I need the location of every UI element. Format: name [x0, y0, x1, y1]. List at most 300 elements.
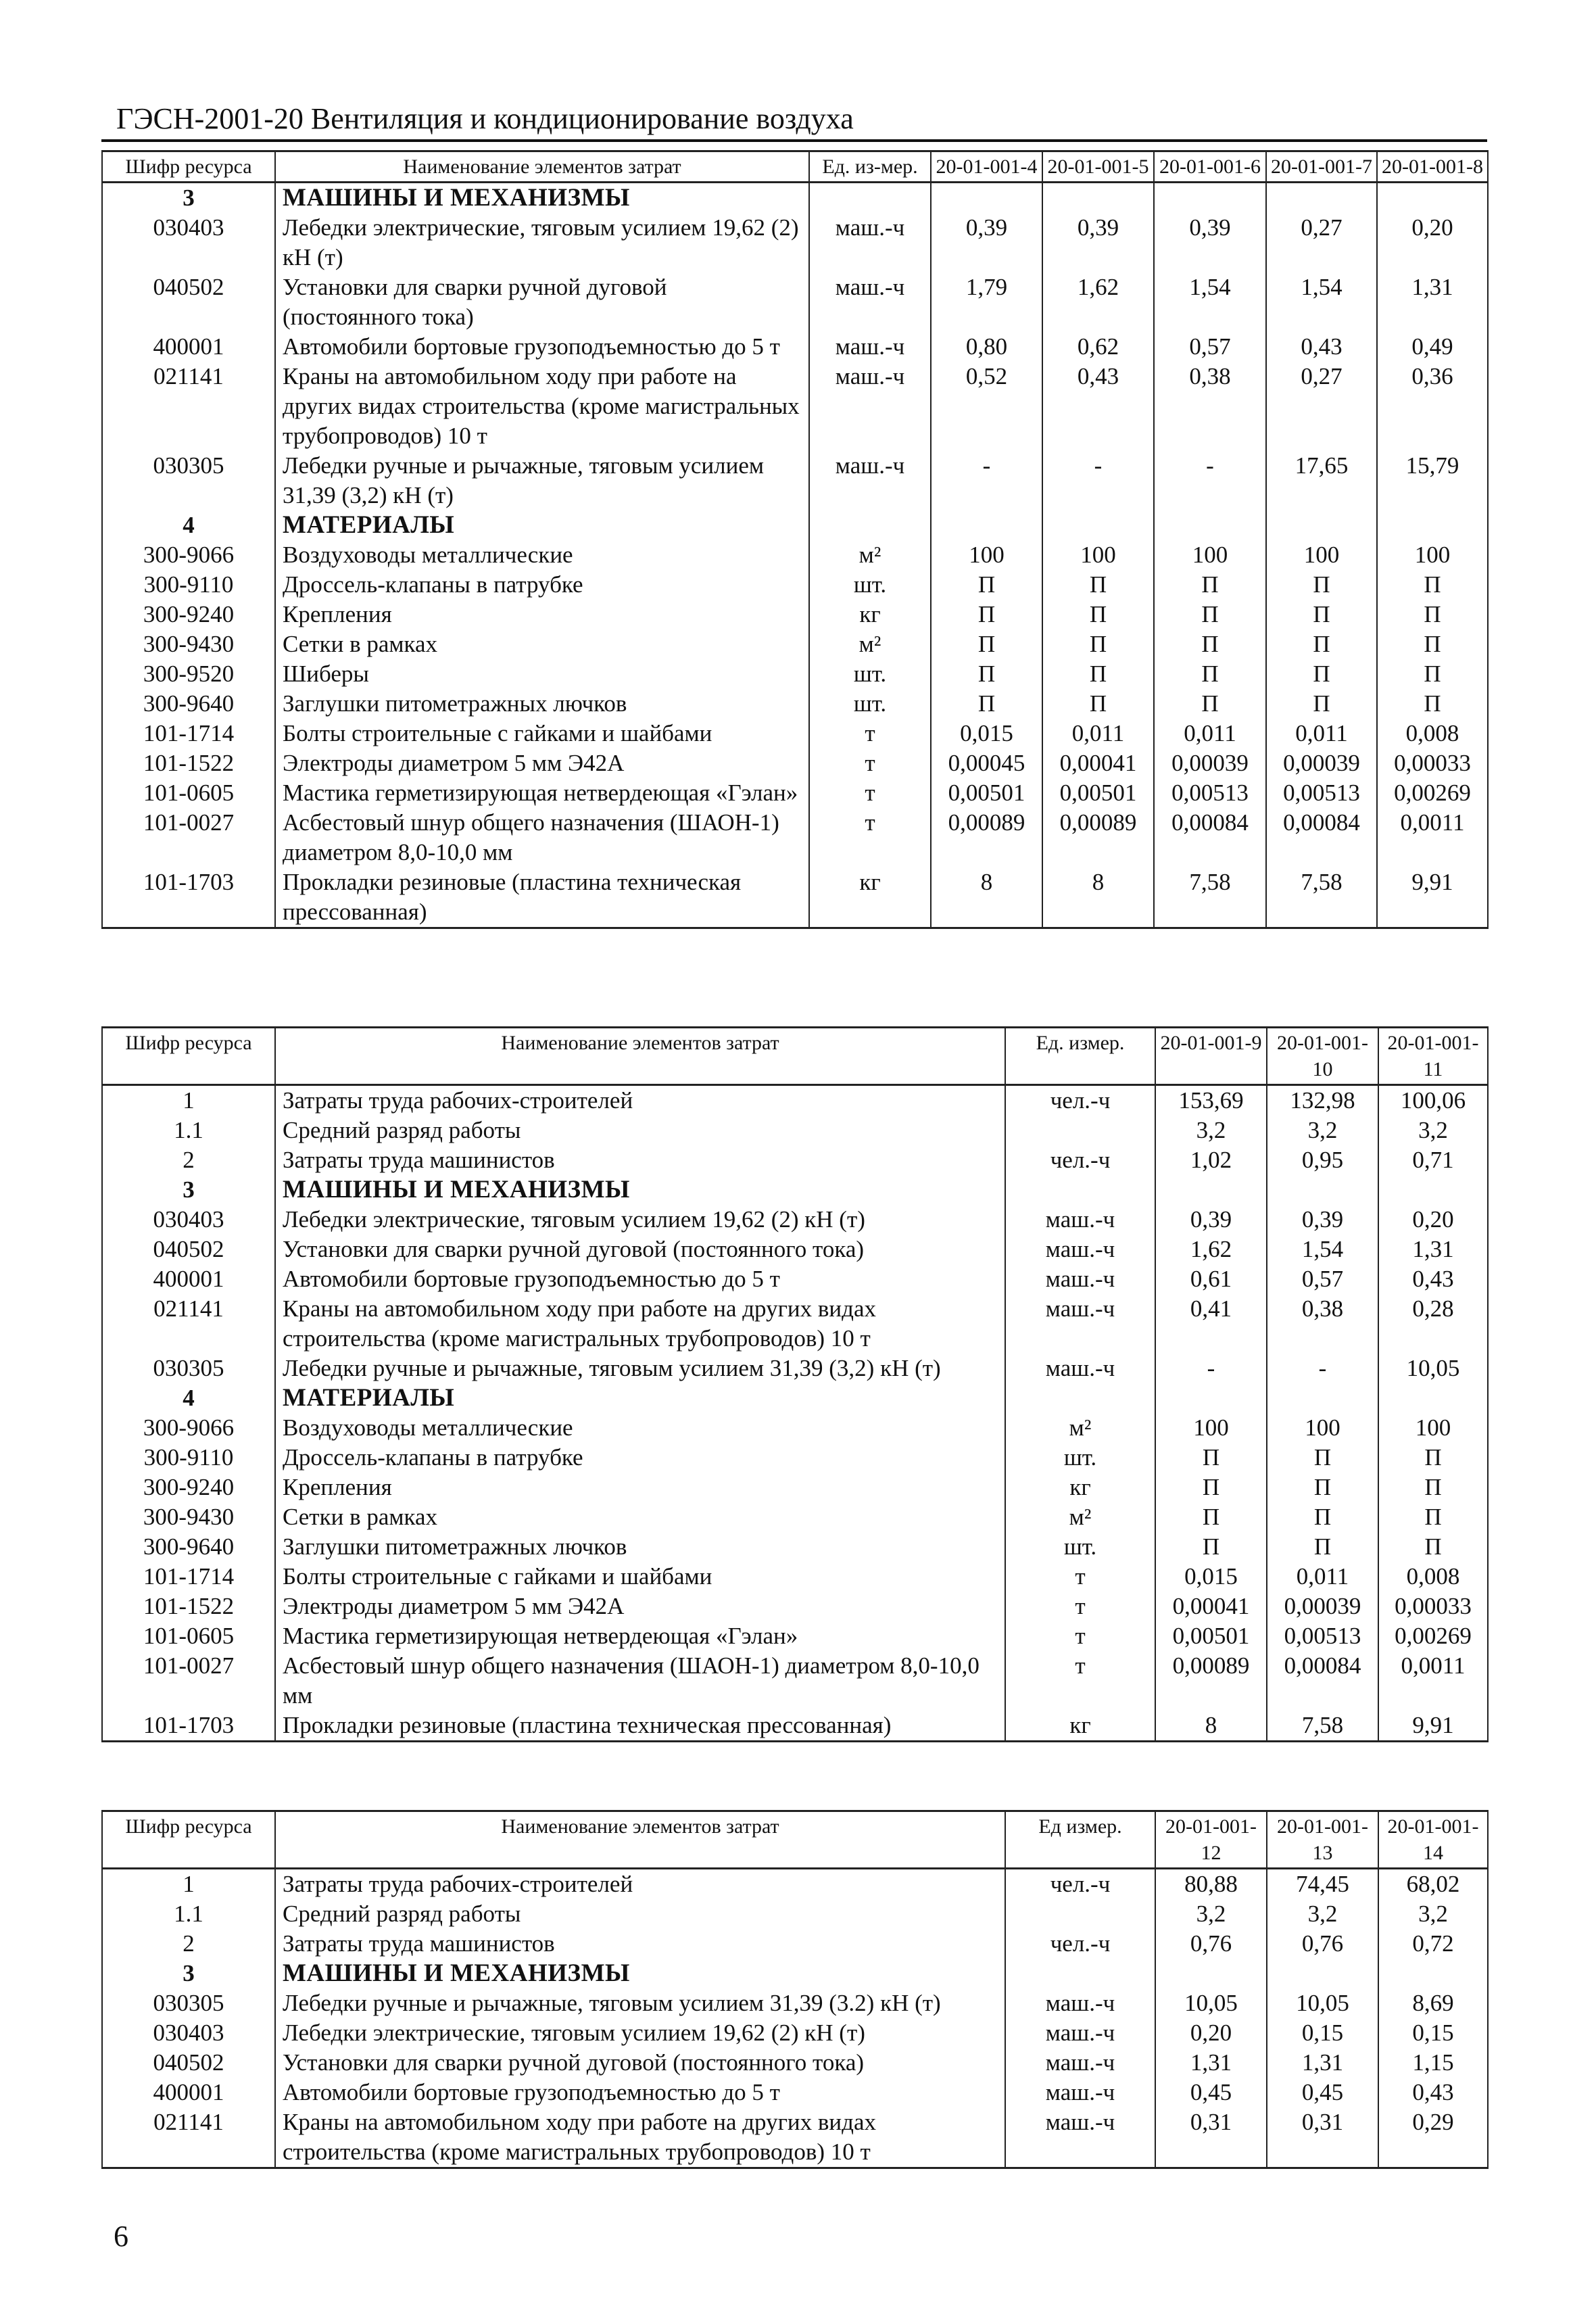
value-cell: 1,62	[1155, 1235, 1267, 1264]
value-cell: 0,57	[1154, 332, 1266, 362]
table-row	[102, 689, 1488, 719]
value-cell: П	[1267, 1443, 1378, 1473]
value-cell: 0,011	[1266, 719, 1377, 748]
value-cell: П	[1267, 1473, 1378, 1502]
value-cell: 1,31	[1267, 2048, 1378, 2078]
resource-code: 040502	[102, 272, 275, 332]
unit-cell	[1005, 1959, 1155, 1988]
cost-element-name: Лебедки электрические, тяговым усилием 19,62 (2) кН (т)	[275, 213, 809, 272]
resource-code: 101-1703	[102, 867, 275, 928]
value-cell: П	[1267, 1532, 1378, 1562]
unit-cell: т	[1005, 1592, 1155, 1621]
table-row	[102, 1205, 1488, 1235]
unit-cell: кг	[1005, 1711, 1155, 1742]
value-cell: 0,45	[1155, 2078, 1267, 2107]
value-cell: П	[1377, 629, 1488, 659]
cost-element-name: Лебедки ручные и рычажные, тяговым усилием 31,39 (3,2) кН (т)	[275, 1354, 1005, 1383]
value-cell: 0,00089	[1155, 1651, 1267, 1711]
value-cell: 0,39	[1155, 1205, 1267, 1235]
table-row	[102, 2048, 1488, 2078]
value-cell	[1377, 183, 1488, 214]
unit-cell: маш.-ч	[1005, 1264, 1155, 1294]
resource-code: 021141	[102, 362, 275, 451]
value-cell: 0,41	[1155, 1294, 1267, 1354]
value-cell: П	[1266, 570, 1377, 600]
resource-code: 101-0605	[102, 1621, 275, 1651]
resource-code: 300-9240	[102, 1473, 275, 1502]
page-title: ГЭСН-2001-20 Вентиляция и кондиционирование воздуха	[116, 102, 854, 135]
header-norm-code: 20-01-001-10	[1267, 1028, 1378, 1085]
table-row	[102, 451, 1488, 510]
table-row	[102, 1621, 1488, 1651]
value-cell: 0,00033	[1378, 1592, 1488, 1621]
cost-element-name: Средний разряд работы	[275, 1116, 1005, 1145]
value-cell: 0,76	[1267, 1929, 1378, 1959]
cost-element-name: Электроды диаметром 5 мм Э42А	[275, 1592, 1005, 1621]
value-cell	[1378, 1959, 1488, 1988]
resource-code: 101-1522	[102, 748, 275, 778]
resource-code: 2	[102, 1145, 275, 1175]
unit-cell: т	[1005, 1562, 1155, 1592]
value-cell: 100	[1154, 540, 1266, 570]
value-cell: П	[1155, 1532, 1267, 1562]
unit-cell: маш.-ч	[809, 272, 931, 332]
resource-code: 021141	[102, 1294, 275, 1354]
value-cell: 0,00513	[1267, 1621, 1378, 1651]
value-cell: 1,31	[1155, 2048, 1267, 2078]
value-cell: 3,2	[1378, 1116, 1488, 1145]
value-cell: 10,05	[1267, 1988, 1378, 2018]
section-row	[102, 1959, 1488, 1988]
value-cell: 0,76	[1155, 1929, 1267, 1959]
value-cell: 0,49	[1377, 332, 1488, 362]
resource-table-1	[101, 150, 1489, 929]
value-cell: 0,00501	[1042, 778, 1154, 808]
unit-cell: маш.-ч	[1005, 2018, 1155, 2048]
value-cell: 100	[1155, 1413, 1267, 1443]
cost-element-name: Краны на автомобильном ходу при работе на других видах строительства (кроме магистральных трубопроводов) 10 т	[275, 1294, 1005, 1354]
cost-element-name: Прокладки резиновые (пластина техническая прессованная)	[275, 1711, 1005, 1742]
cost-element-name: Лебедки ручные и рычажные, тяговым усилием 31,39 (3,2) кН (т)	[275, 451, 809, 510]
value-cell: 1,54	[1266, 272, 1377, 332]
table-row	[102, 1354, 1488, 1383]
cost-element-name: МАШИНЫ И МЕХАНИЗМЫ	[275, 1175, 1005, 1205]
value-cell: 0,43	[1042, 362, 1154, 451]
value-cell	[1154, 510, 1266, 540]
unit-cell: шт.	[809, 659, 931, 689]
value-cell: -	[1154, 451, 1266, 510]
value-cell: 0,00084	[1154, 808, 1266, 867]
value-cell: П	[1378, 1532, 1488, 1562]
resource-code: 3	[102, 1959, 275, 1988]
value-cell: 9,91	[1377, 867, 1488, 928]
value-cell: 153,69	[1155, 1085, 1267, 1116]
cost-element-name: Мастика герметизирующая нетвердеющая «Гэлан»	[275, 778, 809, 808]
value-cell: П	[1042, 689, 1154, 719]
header-norm-code: 20-01-001-7	[1266, 151, 1377, 183]
unit-cell: т	[809, 808, 931, 867]
cost-element-name: Болты строительные с гайками и шайбами	[275, 719, 809, 748]
resource-code: 300-9066	[102, 1413, 275, 1443]
table-row	[102, 1502, 1488, 1532]
cost-element-name: МАТЕРИАЛЫ	[275, 510, 809, 540]
unit-cell	[1005, 1116, 1155, 1145]
value-cell: -	[1042, 451, 1154, 510]
table-header-row	[102, 151, 1488, 183]
cost-element-name: Сетки в рамках	[275, 629, 809, 659]
header-norm-code: 20-01-001-9	[1155, 1028, 1267, 1085]
unit-cell: маш.-ч	[1005, 2078, 1155, 2107]
value-cell: П	[931, 570, 1042, 600]
table-row	[102, 213, 1488, 272]
value-cell	[1042, 183, 1154, 214]
value-cell: 0,27	[1266, 362, 1377, 451]
value-cell: П	[1266, 629, 1377, 659]
resource-code: 300-9640	[102, 1532, 275, 1562]
resource-code: 101-0027	[102, 808, 275, 867]
resource-code: 1.1	[102, 1116, 275, 1145]
section-row	[102, 1383, 1488, 1413]
value-cell: 7,58	[1266, 867, 1377, 928]
resource-code: 101-1522	[102, 1592, 275, 1621]
cost-element-name: Мастика герметизирующая нетвердеющая «Гэлан»	[275, 1621, 1005, 1651]
value-cell: 0,72	[1378, 1929, 1488, 1959]
resource-code: 040502	[102, 2048, 275, 2078]
resource-code: 300-9430	[102, 629, 275, 659]
value-cell: П	[1266, 689, 1377, 719]
cost-element-name: Автомобили бортовые грузоподъемностью до 5 т	[275, 332, 809, 362]
value-cell: 0,00039	[1267, 1592, 1378, 1621]
unit-cell: шт.	[809, 570, 931, 600]
value-cell: 0,00501	[931, 778, 1042, 808]
value-cell: 8,69	[1378, 1988, 1488, 2018]
value-cell: П	[1377, 659, 1488, 689]
resource-code: 400001	[102, 1264, 275, 1294]
value-cell: 0,00041	[1155, 1592, 1267, 1621]
table-row	[102, 1899, 1488, 1929]
value-cell: 17,65	[1266, 451, 1377, 510]
table-row	[102, 1562, 1488, 1592]
resource-code: 030403	[102, 213, 275, 272]
unit-cell: т	[809, 778, 931, 808]
cost-element-name: Воздуховоды металлические	[275, 540, 809, 570]
table-row	[102, 1988, 1488, 2018]
value-cell: П	[1377, 600, 1488, 629]
cost-element-name: МАШИНЫ И МЕХАНИЗМЫ	[275, 1959, 1005, 1988]
cost-element-name: Лебедки электрические, тяговым усилием 19,62 (2) кН (т)	[275, 1205, 1005, 1235]
value-cell: П	[1267, 1502, 1378, 1532]
value-cell	[1042, 510, 1154, 540]
value-cell	[1267, 1383, 1378, 1413]
value-cell: 0,28	[1378, 1294, 1488, 1354]
unit-cell: кг	[809, 867, 931, 928]
table-row	[102, 2107, 1488, 2168]
header-cost-element-name: Наименование элементов затрат	[275, 1028, 1005, 1085]
value-cell: П	[1154, 600, 1266, 629]
cost-element-name: Заглушки питометражных лючков	[275, 1532, 1005, 1562]
value-cell: П	[1042, 600, 1154, 629]
unit-cell: маш.-ч	[809, 332, 931, 362]
value-cell: 0,45	[1267, 2078, 1378, 2107]
header-cost-element-name: Наименование элементов затрат	[275, 1811, 1005, 1869]
resource-code: 1	[102, 1869, 275, 1900]
value-cell: П	[1266, 600, 1377, 629]
value-cell: 10,05	[1155, 1988, 1267, 2018]
resource-code: 3	[102, 183, 275, 214]
value-cell: 1,15	[1378, 2048, 1488, 2078]
value-cell: 0,00089	[931, 808, 1042, 867]
value-cell: 80,88	[1155, 1869, 1267, 1900]
table-row	[102, 659, 1488, 689]
value-cell: 0,011	[1154, 719, 1266, 748]
value-cell: П	[1378, 1473, 1488, 1502]
cost-element-name: Затраты труда машинистов	[275, 1929, 1005, 1959]
unit-cell: маш.-ч	[1005, 1988, 1155, 2018]
value-cell: 3,2	[1267, 1116, 1378, 1145]
value-cell: 0,31	[1267, 2107, 1378, 2168]
value-cell: 0,20	[1155, 2018, 1267, 2048]
resource-code: 300-9066	[102, 540, 275, 570]
value-cell: 0,62	[1042, 332, 1154, 362]
resource-code: 101-0605	[102, 778, 275, 808]
cost-element-name: Болты строительные с гайками и шайбами	[275, 1562, 1005, 1592]
value-cell: 0,95	[1267, 1145, 1378, 1175]
value-cell: 0,00501	[1155, 1621, 1267, 1651]
value-cell: 0,20	[1377, 213, 1488, 272]
value-cell: 0,31	[1155, 2107, 1267, 2168]
value-cell: 0,015	[931, 719, 1042, 748]
cost-element-name: Автомобили бортовые грузоподъемностью до 5 т	[275, 1264, 1005, 1294]
value-cell: 1,54	[1154, 272, 1266, 332]
value-cell: 1,02	[1155, 1145, 1267, 1175]
table-row	[102, 1294, 1488, 1354]
value-cell: 0,008	[1378, 1562, 1488, 1592]
value-cell: П	[1042, 570, 1154, 600]
table-row	[102, 1532, 1488, 1562]
cost-element-name: Заглушки питометражных лючков	[275, 689, 809, 719]
table-row	[102, 1116, 1488, 1145]
value-cell	[1155, 1959, 1267, 1988]
value-cell: 0,00513	[1266, 778, 1377, 808]
table-header-row	[102, 1028, 1488, 1085]
resource-code: 300-9430	[102, 1502, 275, 1532]
value-cell: 3,2	[1267, 1899, 1378, 1929]
table-row	[102, 1651, 1488, 1711]
resource-code: 3	[102, 1175, 275, 1205]
table-row	[102, 867, 1488, 928]
value-cell: П	[931, 689, 1042, 719]
value-cell: 8	[1042, 867, 1154, 928]
unit-cell: м²	[1005, 1502, 1155, 1532]
table-row	[102, 1145, 1488, 1175]
value-cell	[1267, 1959, 1378, 1988]
unit-cell: т	[1005, 1621, 1155, 1651]
unit-cell: маш.-ч	[809, 451, 931, 510]
resource-code: 030403	[102, 2018, 275, 2048]
resource-code: 101-0027	[102, 1651, 275, 1711]
table-row	[102, 629, 1488, 659]
cost-element-name: Краны на автомобильном ходу при работе на других видах строительства (кроме магистральных трубопроводов) 10 т	[275, 2107, 1005, 2168]
unit-cell: маш.-ч	[1005, 1294, 1155, 1354]
unit-cell: шт.	[1005, 1532, 1155, 1562]
value-cell: П	[1378, 1443, 1488, 1473]
resource-code: 040502	[102, 1235, 275, 1264]
table-row	[102, 1413, 1488, 1443]
table-row	[102, 808, 1488, 867]
header-unit: Ед. измер.	[1005, 1028, 1155, 1085]
value-cell: П	[1042, 659, 1154, 689]
resource-code: 030305	[102, 1988, 275, 2018]
unit-cell	[1005, 1899, 1155, 1929]
value-cell: 1,31	[1377, 272, 1488, 332]
cost-element-name: Затраты труда рабочих-строителей	[275, 1869, 1005, 1900]
value-cell: 0,43	[1266, 332, 1377, 362]
value-cell: П	[1154, 629, 1266, 659]
section-row	[102, 183, 1488, 214]
table-row	[102, 272, 1488, 332]
unit-cell: маш.-ч	[1005, 1354, 1155, 1383]
value-cell: 0,15	[1378, 2018, 1488, 2048]
unit-cell: маш.-ч	[809, 213, 931, 272]
resource-code: 030305	[102, 1354, 275, 1383]
cost-element-name: Прокладки резиновые (пластина техническая прессованная)	[275, 867, 809, 928]
unit-cell: шт.	[809, 689, 931, 719]
header-norm-code: 20-01-001-11	[1378, 1028, 1488, 1085]
value-cell: 100	[1266, 540, 1377, 570]
table-row	[102, 570, 1488, 600]
unit-cell: кг	[1005, 1473, 1155, 1502]
unit-cell: чел.-ч	[1005, 1145, 1155, 1175]
value-cell: 3,2	[1155, 1116, 1267, 1145]
cost-element-name: Асбестовый шнур общего назначения (ШАОН-1) диаметром 8,0-10,0 мм	[275, 1651, 1005, 1711]
resource-code: 021141	[102, 2107, 275, 2168]
value-cell: 0,39	[1267, 1205, 1378, 1235]
table-row	[102, 1592, 1488, 1621]
unit-cell: т	[1005, 1651, 1155, 1711]
value-cell: 68,02	[1378, 1869, 1488, 1900]
value-cell	[1377, 510, 1488, 540]
cost-element-name: Затраты труда рабочих-строителей	[275, 1085, 1005, 1116]
value-cell: 0,00045	[931, 748, 1042, 778]
value-cell: П	[1378, 1502, 1488, 1532]
value-cell: 0,38	[1267, 1294, 1378, 1354]
table-header-row	[102, 1811, 1488, 1869]
cost-element-name: Краны на автомобильном ходу при работе на других видах строительства (кроме магистральных трубопроводов) 10 т	[275, 362, 809, 451]
section-row	[102, 1175, 1488, 1205]
table-row	[102, 2078, 1488, 2107]
table-row	[102, 719, 1488, 748]
value-cell: 0,52	[931, 362, 1042, 451]
value-cell	[1378, 1175, 1488, 1205]
value-cell: -	[931, 451, 1042, 510]
value-cell: 0,011	[1267, 1562, 1378, 1592]
unit-cell: чел.-ч	[1005, 1869, 1155, 1900]
value-cell: П	[1155, 1502, 1267, 1532]
table-row	[102, 1929, 1488, 1959]
value-cell: 0,00084	[1266, 808, 1377, 867]
table-row	[102, 1869, 1488, 1900]
table-row	[102, 1443, 1488, 1473]
value-cell: П	[1377, 689, 1488, 719]
cost-element-name: Крепления	[275, 1473, 1005, 1502]
table-row	[102, 748, 1488, 778]
value-cell: П	[931, 659, 1042, 689]
value-cell: П	[1266, 659, 1377, 689]
unit-cell: м²	[1005, 1413, 1155, 1443]
unit-cell: маш.-ч	[1005, 1235, 1155, 1264]
header-resource-code: Шифр ресурса	[102, 151, 275, 183]
value-cell: П	[1154, 570, 1266, 600]
cost-element-name: Лебедки ручные и рычажные, тяговым усилием 31,39 (3.2) кН (т)	[275, 1988, 1005, 2018]
cost-element-name: Автомобили бортовые грузоподъемностью до 5 т	[275, 2078, 1005, 2107]
table-row	[102, 1264, 1488, 1294]
section-row	[102, 510, 1488, 540]
value-cell: 0,00039	[1266, 748, 1377, 778]
table-row	[102, 600, 1488, 629]
value-cell: 0,011	[1042, 719, 1154, 748]
value-cell: 100	[1267, 1413, 1378, 1443]
header-unit: Ед измер.	[1005, 1811, 1155, 1869]
cost-element-name: Дроссель-клапаны в патрубке	[275, 570, 809, 600]
value-cell: П	[1155, 1473, 1267, 1502]
unit-cell: чел.-ч	[1005, 1929, 1155, 1959]
value-cell: 1,54	[1267, 1235, 1378, 1264]
header-norm-code: 20-01-001-13	[1267, 1811, 1378, 1869]
page-number: 6	[114, 2220, 128, 2253]
value-cell: 15,79	[1377, 451, 1488, 510]
value-cell: 0,00269	[1377, 778, 1488, 808]
value-cell: 0,71	[1378, 1145, 1488, 1175]
value-cell: 0,00084	[1267, 1651, 1378, 1711]
cost-element-name: Затраты труда машинистов	[275, 1145, 1005, 1175]
value-cell: 0,57	[1267, 1264, 1378, 1294]
cost-element-name: Асбестовый шнур общего назначения (ШАОН-1) диаметром 8,0-10,0 мм	[275, 808, 809, 867]
value-cell: 7,58	[1267, 1711, 1378, 1742]
table-row	[102, 540, 1488, 570]
header-norm-code: 20-01-001-5	[1042, 151, 1154, 183]
cost-element-name: Установки для сварки ручной дуговой (постоянного тока)	[275, 1235, 1005, 1264]
cost-element-name: Шиберы	[275, 659, 809, 689]
value-cell: 0,00513	[1154, 778, 1266, 808]
value-cell	[1155, 1175, 1267, 1205]
value-cell: 100	[1378, 1413, 1488, 1443]
header-norm-code: 20-01-001-8	[1377, 151, 1488, 183]
value-cell: П	[931, 629, 1042, 659]
resource-code: 4	[102, 510, 275, 540]
table-row	[102, 778, 1488, 808]
header-resource-code: Шифр ресурса	[102, 1811, 275, 1869]
value-cell	[1267, 1175, 1378, 1205]
value-cell: 0,80	[931, 332, 1042, 362]
cost-element-name: Лебедки электрические, тяговым усилием 19,62 (2) кН (т)	[275, 2018, 1005, 2048]
value-cell: 74,45	[1267, 1869, 1378, 1900]
cost-element-name: МАШИНЫ И МЕХАНИЗМЫ	[275, 183, 809, 214]
value-cell: 0,008	[1377, 719, 1488, 748]
unit-cell: маш.-ч	[1005, 1205, 1155, 1235]
unit-cell: м²	[809, 540, 931, 570]
value-cell	[931, 510, 1042, 540]
cost-element-name: Крепления	[275, 600, 809, 629]
unit-cell: маш.-ч	[1005, 2048, 1155, 2078]
value-cell: 0,39	[931, 213, 1042, 272]
value-cell	[1378, 1383, 1488, 1413]
table-row	[102, 332, 1488, 362]
table-row	[102, 1085, 1488, 1116]
table-row	[102, 2018, 1488, 2048]
unit-cell: маш.-ч	[1005, 2107, 1155, 2168]
cost-element-name: МАТЕРИАЛЫ	[275, 1383, 1005, 1413]
value-cell: 0,43	[1378, 2078, 1488, 2107]
